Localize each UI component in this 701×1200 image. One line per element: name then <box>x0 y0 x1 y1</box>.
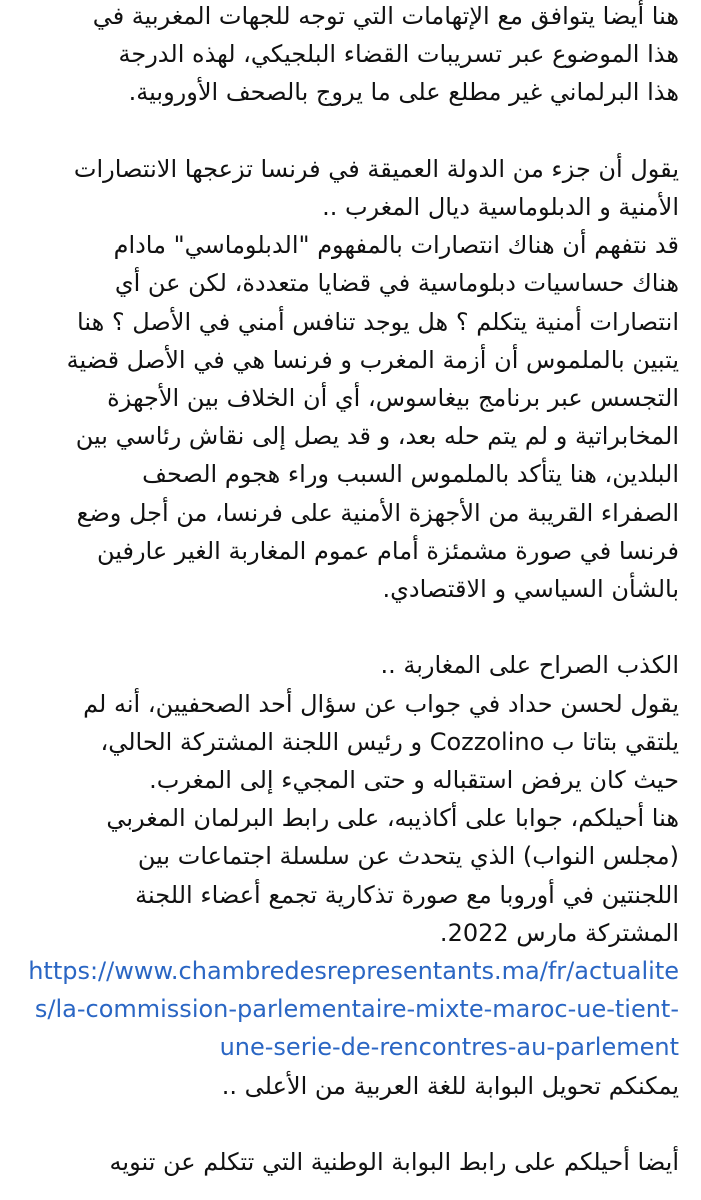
paragraph-1: هنا أيضا يتوافق مع الإتهامات التي توجه للجهات المغربية في هذا الموضوع عبر تسريبات القضاء البلجيكي، لهذه الدرجة هذا البرلماني غير مطلع على ما يروج بالصحف الأوروبية. <box>92 2 679 107</box>
paragraph-5: أيضا أحيلكم على رابط البوابة الوطنية التي تتكلم عن تنويه <box>109 1148 679 1177</box>
paragraph-gap <box>22 608 679 646</box>
post-body <box>22 0 679 1181</box>
parliament-link[interactable]: https://www.chambredesrepresentants.ma/fr/actualites/la-commission-parlementaire-mixte-maroc-ue-tient-une-serie-de-rencontres-au-parlement <box>28 957 679 1062</box>
paragraph-gap <box>22 112 679 150</box>
paragraph-3: الكذب الصراح على المغاربة .. يقول لحسن حداد في جواب عن سؤال أحد الصحفيين، أنه لم يلتقي بتاتا ب Cozzolino و رئيس اللجنة المشتركة الحالي، حيث كان يرفض استقباله و حتى المجيء إلى المغرب. هنا أحيلكم، جوابا على أكاذيبه، على رابط البرلمان المغربي (مجلس النواب) الذي يتحدث عن سلسلة اجتماعات بين اللجنتين في أوروبا مع صورة تذكارية تجمع أعضاء اللجنة المشتركة مارس 2022. <box>83 651 679 947</box>
paragraph-4: يمكنكم تحويل البوابة للغة العربية من الأعلى .. <box>221 1071 679 1100</box>
paragraph-2: يقول أن جزء من الدولة العميقة في فرنسا تزعجها الانتصارات الأمنية و الدبلوماسية ديال المغرب .. قد نتفهم أن هناك انتصارات بالمفهوم "الدبلوماسي" مادام هناك حساسيات دبلوماسية في قضايا متعددة، لكن عن أي انتصارات أمنية يتكلم ؟ هل يوجد تنافس أمني في الأصل ؟ هنا يتبين بالملموس أن أزمة المغرب و فرنسا هي في الأصل قضية التجسس عبر برنامج بيغاسوس، أي أن الخلاف بين الأجهزة المخابراتية و لم يتم حله بعد، و قد يصل إلى نقاش رئاسي بين البلدين، هنا يتأكد بالملموس السبب وراء هجوم الصحف الصفراء القريبة من الأجهزة الأمنية على فرنسا، من أجل وضع فرنسا في صورة مشمئزة أمام عموم المغاربة الغير عارفين بالشأن السياسي و الاقتصادي. <box>66 154 679 604</box>
paragraph-gap <box>22 1105 679 1143</box>
